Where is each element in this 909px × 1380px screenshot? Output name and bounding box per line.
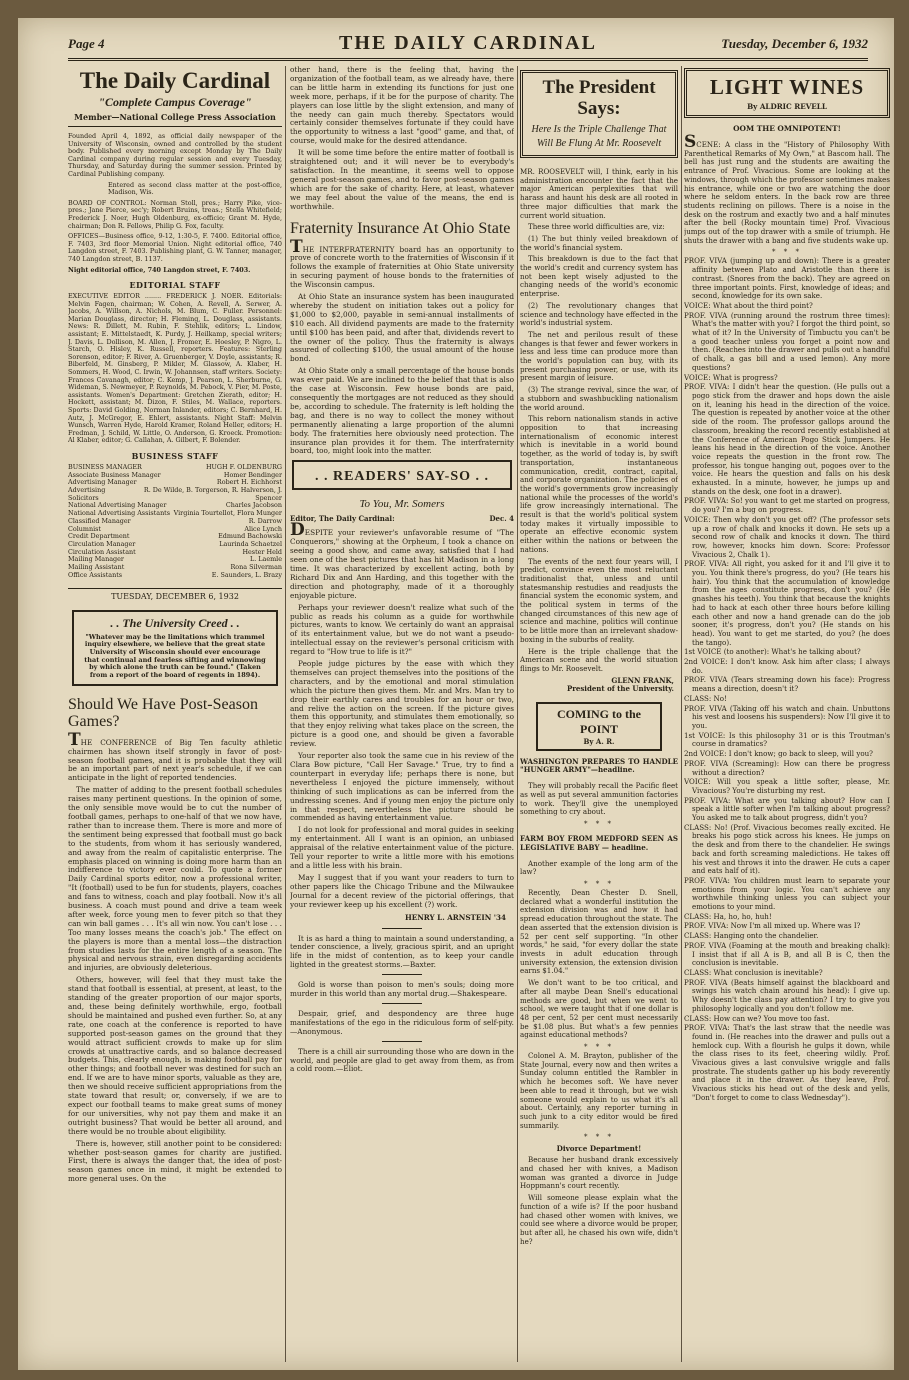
- divider: [382, 928, 422, 929]
- item-body: Recently, Dean Chester D. Snell, declared what a wonderful institution the extension division was and how it had spread education throughout the state. The dean asserted that the extension division is 52 per cent self supporting. "In other words," he said, "for every dollar the state invests in adult education through university extension, the extension division earns $1.04.": [520, 888, 678, 976]
- item-body: Will someone please explain what the function of a wife is? If the poor husband had chased other women with knives, we could see where a divorce would be proper, but after all, he chased his own wife, didn't he?: [520, 1193, 678, 1246]
- press-membership: Member—National College Press Association: [68, 112, 282, 127]
- staff-row: Circulation Assistant Hester Held: [68, 547, 282, 556]
- item-body: They will probably recall the Pacific fleet as well as put several ammunition factories to work. They'll give the unemployed something to cry about.: [520, 781, 678, 817]
- dialog-line: VOICE: What is progress?: [684, 372, 778, 382]
- dialog-line: PROF. VIVA: All right, you asked for it and I'll give it to you. You think there's progress, do you? (He tears his hair). You think that the accumulation of knowledge from the ages constitute progress, don't you? (He gnashes his teeth). You think that because the knights had to hack at each other three hours before killing each other and now a hand grenade can do the job sooner, it's progress, don't you? (He stands on his head). You want to get me started, do you? (he does the tango).: [684, 559, 890, 647]
- dialog-line: 2nd VOICE: I don't know. Ask him after class; I always do.: [684, 657, 890, 675]
- letter-meta: [290, 514, 514, 523]
- staff-row: Mailing Assistant Rona Silverman: [68, 563, 282, 572]
- dialog-line: CLASS: No! (Prof. Vivacious becomes really excited. He breaks his pogo stick across his knees. He jumps on the desk and from there to the chandelier. He swings back and forth screaming maledictions. He takes off his vest and throws it into the drawer. He cuts a caper and eats half of it).: [684, 822, 890, 876]
- president-says-box: [520, 70, 678, 158]
- item-body: Because her husband drank excessively and chased her with knives, a Madison woman was granted a divorce in Judge Hoppmann's court recently.: [520, 1155, 678, 1191]
- staff-row: Office Assistants E. Saunders, L. Brazy: [68, 570, 282, 579]
- column-4: [684, 66, 890, 1362]
- item-body: Another example of the long arm of the law?: [520, 858, 678, 877]
- president-paragraph: Here is the triple challenge that the American scene and the world situation flings to Mr. Roosevelt.: [520, 646, 678, 673]
- item-body: Colonel A. M. Brayton, publisher of the State Journal, every now and then writes a Sunday column entitled the Rambler in which he becomes soft. We have never been able to read it through, but we wish someone would explain to us what it's all about. Certainly, any reporter turning in such junk to a city editor would be fired summarily.: [520, 1051, 678, 1130]
- postal-notice: Entered as second class matter at the post-office, Madison, Wis.: [108, 180, 282, 197]
- fraternity-headline: Fraternity Insurance At Ohio State: [290, 219, 511, 237]
- staff-row: National Advertising Manager Charles Jacobson: [68, 501, 282, 510]
- editorial-paragraph: Others, however, will feel that they must take the stand that football is essential, at present, at least, to the standing of the greater proportion of our major sports, and, these being definitely worthwhile, ergo, football should be maintained and pushed even further. So, at any rate, one coach at the conference is reported to have supported post-season games on the ground that they would attract sufficient crowds to make up for slim crowds at unattractive cards, and so balance decreased budgets. This, clearly enough, is making football pay for other things; and football never was destined for such an end. If we are to have minor sports, valuable as they are, then we should receive sufficient appropriations from the state toward that result; or, conversely, if we are to expect our football teams to make great sums of money for our universities, why not pay them and make it an outright business? That would be better all around, and there would be no trouble about eligibility.: [68, 975, 282, 1136]
- fraternity-paragraph: At Ohio State an insurance system has been inaugurated whereby the student on initiation takes out a policy for $1,000 to $2,000, payable in semi-annual installments of $10 each. All dividend payments are made to the fraternity until $100 has been paid, and after that, dividends revert to the owner of the policy. Thus the fraternity is always assured of collecting $100, the usual amount of the house bond.: [290, 292, 514, 364]
- fraternity-paragraph: THE INTERFRATERNITY board has an opportunity to prove of concrete worth to the fraternities of Wisconsin if it follows the example of fraternities at Ohio State university in securing payment of house bonds to the fraternities of the Wisconsin campus.: [290, 236, 514, 290]
- divider: [382, 974, 422, 975]
- dialog-line: PROF. VIVA (Tears streaming down his face): Progress means a direction, doesn't it?: [684, 675, 890, 694]
- readers-say-so-box: [292, 460, 512, 490]
- president-paragraph: The net and perilous result of these changes is that fewer and fewer workers in less and less time can produce more than the world's population can buy, with its present purchasing power, or use, with its present margin of leisure.: [520, 329, 678, 383]
- coming-to-the-point-byline: By A. R.: [583, 736, 615, 746]
- creed-title: . . The University Creed . .: [110, 615, 240, 630]
- dialog-line: PROF. VIVA: Now I'm all mixed up. Where was I?: [684, 921, 861, 931]
- president-paragraph: (2) The revolutionary changes that science and technology have effected in the world's industrial system.: [520, 300, 678, 328]
- president-paragraph: This breakdown is due to the fact that the world's credit and currency system has not been kept wisely adjusted to the changing needs of the world's economic enterprise.: [520, 254, 678, 299]
- staff-row: Advertising Solicitors R. De Wilde, B. Torgerson, R. Halverson, J. Spencer: [68, 486, 282, 502]
- university-creed-box: [72, 610, 278, 686]
- dialog-line: CLASS: Hanging onto the chandelier.: [684, 931, 819, 941]
- column-3: [520, 66, 678, 1362]
- letter-signature: HENRY L. ARNSTEIN '34: [404, 912, 506, 922]
- dialog-line: VOICE: Will you speak a little softer, please, Mr. Vivacious? You're disturbing my rest.: [684, 777, 890, 795]
- editorial-staff-list: EXECUTIVE EDITOR ........ FREDERICK J. NOER. Editorials: Melvin Fagen, chairman; W. Cohen, A. Revell, A. Serwer, A. Jacobs, A. Willson, A. Nichols, M. Blum, C. Fuller. Personnel: Marian Douglass, director; H. Fleming, L. Douglass, assistants. News: R. Dillett, M. Rubin, F. Stehlik, editors; L. Lindow, assistant; E. Mittelstaedt, K. Purdy, J. Heilkamp, special writers; J. Davis, L. Dollison, M. Allen, J. Fromer, E. Hoesley, P. Nigro, L. Starch, O. Hisley, K. Russell, reporters. Features: Sterling Sorenson, editor; F. River, A. Gruenberger, V. Doyle, assistants; R. Biberfeld, M. Ginsberg, P. Mikler, M. Glassow, A. Klaber, H. Sommers, H. Wood, C. Irwin, W. Johannsen, staff writers. Society: Frances Cavanagh, editor; C. Kemp, J. Pearson, L. Sherburne, G. Wideman, S. Newmeyer, P. Reynolds, M. Pebock, V. Pier, M. Poste, assistants. Women's Department: Gretchen Zierath, editor; H. Hockett, assistant; M. Dizon, F. Stiles, M. Wallace, reporters. Sports: David Golding, Norman Inlander, editors; C. Bernhard, H. Autz, J. McGregor, E. Ehlert, assistants. Night Staff: Melvin Wunsch, Warren Hyde, Harold Kramer, Roland Heller, editors; H. Fredman, J. Schild, W. Little, O. Anderson, G. Kroeck. Promotion: Al Klaber, editor; G. Callahan, A. Gilbert, F. Bolender.: [68, 292, 282, 445]
- newspaper-name: THE DAILY CARDINAL: [339, 32, 597, 54]
- column-rule: [517, 66, 518, 1362]
- quotation: Despair, grief, and despondency are three huge manifestations of the ego in the ridiculous form of self-pity.—Anonymous.: [290, 1008, 514, 1036]
- section-stars: * * *: [584, 820, 614, 829]
- dialog-line: 1st VOICE: Is this philosophy 31 or is this Troutman's course in dramatics?: [684, 730, 890, 749]
- paper-slogan: "Complete Campus Coverage": [98, 95, 252, 109]
- dialog-line: CLASS: What conclusion is inevitable?: [684, 967, 823, 977]
- dialog-line: VOICE: What about the third point?: [684, 300, 813, 310]
- section-stars: * * *: [584, 1133, 614, 1142]
- president-signature: [520, 677, 674, 694]
- creed-text: "Whatever may be the limitations which trammel inquiry elsewhere, we believe that the great state University of Wisconsin should ever encourage that continual and fearless sifting and winnowing by which alone the truth can be found." (Taken from a report of the board of regents in 1894).: [84, 632, 266, 680]
- dialog-line: PROF. VIVA: You children must learn to separate your emotions from your logic. You can't achieve any worthwhile thinking unless you can subject your emotions to your mind.: [684, 875, 890, 912]
- editorial-paragraph: THE CONFERENCE of Big Ten faculty athletic chairmen has shown itself strongly in favor of post-season football games, and it is probable that they will be an important part of next year's schedule, if we can anticipate in the light of reported tendencies.: [68, 729, 282, 783]
- dialog-line: CLASS: How can we? You move too fast.: [684, 1013, 830, 1023]
- staff-row: Advertising Manager Robert H. Eichhorst: [68, 478, 282, 487]
- quotation: It is as hard a thing to maintain a sound understanding, a tender conscience, a lively, gracious spirit, and an upright life in the midst of contention, as to keep your candle lighted in the greatest storms.—Baxter.: [290, 933, 514, 970]
- board-of-control: BOARD OF CONTROL: Norman Stoll, pres.; Harry Pike, vice-pres.; Jane Pierce, sec'y; Robert Bruins, treas.; Stella Whitefield; Frederick J. Noer, Hugh Oldenburg, ex-officio; Grant M. Hyde, chairman; Don R. Fellows, Philip G. Fox, faculty.: [68, 198, 282, 230]
- newspaper-page: [18, 18, 894, 1370]
- editorial-headline: Should We Have Post-Season Games?: [68, 695, 258, 730]
- staff-row: BUSINESS MANAGER HUGH F. OLDENBURG: [68, 462, 282, 471]
- dialog-line: PROF. VIVA: What are you talking about? How can I speak a little softer when I'm talking about progress? You asked me to talk about progress, didn't you?: [684, 795, 890, 823]
- coming-to-the-point-title: COMING to the POINT: [557, 706, 641, 736]
- dialog-line: PROF. VIVA: So! you want to get me started on progress, do you? I'm a bug on progress.: [684, 496, 890, 515]
- dialog-line: PROF. VIVA (Beats himself against the blackboard and swings his watch chain around his head): I give up. Why doesn't the class pay attention? I try to give you philosophy logically and you don't follow me.: [684, 977, 890, 1013]
- dialog-line: PROF. VIVA (Taking off his watch and chain. Unbuttons his vest and loosens his suspenders): Now I'll give it to you.: [684, 703, 890, 730]
- founded-notice: Founded April 4, 1892, as official daily newspaper of the University of Wisconsin, owned and controlled by the student body. Published every morning except Monday by The Daily Cardinal company during regular session and every Tuesday, Thursday, and Saturday during the summer session. Printed by Cardinal Publishing company.: [68, 132, 282, 178]
- section-stars: * * *: [584, 880, 614, 889]
- divider: [382, 1003, 422, 1004]
- paper-title: The Daily Cardinal: [79, 68, 271, 93]
- section-stars: * * *: [772, 248, 802, 257]
- readers-say-so-title: . . READERS' SAY-SO . .: [314, 469, 490, 485]
- column-2: [290, 66, 514, 1362]
- president-paragraph: (3) The strange revival, since the war, of a stubborn and swashbuckling nationalism the world around.: [520, 385, 678, 412]
- coming-to-the-point-box: [536, 702, 662, 751]
- president-paragraph: MR. ROOSEVELT will, I think, early in his administration encounter the fact that the major American perplexities that will harass and haunt his desk are all rooted in three major difficulties that mark the current world situation.: [520, 167, 678, 220]
- business-staff-heading: BUSINESS STAFF: [131, 450, 219, 461]
- letter-salutation: Editor, The Daily Cardinal:: [290, 514, 395, 524]
- editorial-dateline: TUESDAY, DECEMBER 6, 1932: [68, 588, 282, 604]
- editorial-continued: other hand, there is the feeling that, having the organization of the football team, as we already have, there can be little harm in extending its functions for just one week more, perhaps, if it be for the purpose of charity. The players can lose little by the slight extension, and many of the needy can gain much thereby. Spectators would certainly consider themselves fortunate if they could have the opportunity to witness a last "good" game, and that, of course, would make for the desired attendance.: [290, 66, 514, 146]
- dialog-line: PROF. VIVA (Screaming): How can there be progress without a direction?: [684, 758, 890, 777]
- dialog-line: PROF. VIVA (Foaming at the mouth and breaking chalk): I insist that if all A is B, and all B is C, then the conclusion is inevitable.: [684, 940, 890, 968]
- staff-row: Circulation Manager Laurinda Schaetzel: [68, 540, 282, 548]
- letter-paragraph: People judge pictures by the ease with which they themselves can project themselves into the positions of the characters, and by the emotional and moral stimulation which the picture then gives them. Mr. and Mrs. Man try to drop their earthly cares and troubles for an hour or two, and relive the action on the screen. If the picture gives them this opportunity, and stimulates them emotionally, so that they enjoy reliving what takes place on the screen, the picture is a good one, and should be given a favorable review.: [290, 659, 514, 749]
- staff-row: Associate Business Manager Homer Bendinger: [68, 470, 282, 479]
- president-says-deck: Here Is the Triple Challenge That Will Be Flung At Mr. Roosevelt: [531, 124, 667, 149]
- dialog-line: PROF. VIVA (running around the rostrum three times): What's the matter with you? I forgot the third point, so what of it? In the University of Timbuctu you can't be a good teacher unless you forget a point now and then. (Reaches into the drawer and pulls out a handful of chalk, a gas bill and a used lemon). Any more questions?: [684, 310, 890, 372]
- fraternity-paragraph: At Ohio State only a small percentage of the house bonds was ever paid. We are inclined to the belief that that is also the case at Wisconsin. Few house bonds are paid, consequently the mortgages are not reduced as they should be, according to schedule. The fraternity is left holding the bag, and there is no way to collect the money without permanently alienating a large proportion of the alumni body. The fraternities here obviously need protection. The insurance plan provides it for them. The interfraternity board, too, might look into the matter.: [290, 366, 514, 456]
- divorce-headline: Divorce Department!: [556, 1144, 642, 1154]
- staff-row: Credit Department Edmund Bachowski: [68, 532, 282, 541]
- dialog-line: VOICE: Then why don't you get off? (The professor sets up a row of chalk and knocks it down. He sets up a second row of chalk and knocks it down. The third row, however, knocks him down. Score: Professor Vivacious 2, Chalk 1).: [684, 514, 890, 559]
- offices-notice: OFFICES—Business office, 9-12, 1:30-5, F. 7400. Editorial office, F. 7403, 3rd floor Memorial Union. Night editorial office, 740 Langdon street, F. 7403. Publishing plant, G. W. Tanner, manager, 740 Langdon street, B. 1137.: [68, 232, 282, 263]
- editorial-paragraph: There is, however, still another point to be considered: whether post-season games for charity are justified. First, there is always the danger that, the idea of post-season games once in mind, it might be extended to more general uses. On the: [68, 1138, 282, 1184]
- president-paragraph: These three world difficulties are, viz:: [528, 222, 665, 232]
- dialog-line: CLASS: No!: [684, 693, 727, 703]
- issue-date: Tuesday, December 6, 1932: [721, 36, 868, 51]
- president-paragraph: (1) The but thinly veiled breakdown of the world's financial system.: [520, 233, 678, 252]
- letter-paragraph: DESPITE your reviewer's unfavorable resume of "The Conquerors," showing at the Orpheum, I took a chance on seeing a good show, and came away, satisfied that I had seen one of the best pictures that has hit Madison in a long time. It was characterized by excellent acting, both by Richard Dix and Ann Harding, and this together with the direction and photography, made of it a thoroughly enjoyable picture.: [290, 520, 514, 600]
- president-paragraph: This reborn nationalism stands in active opposition to that increasing internationalism of economic interest which is inevitable in a world bound together, as the world of today is, by swift transportation, instantaneous communication, credit, contract, capital, and corporate organization. The policies of the world's governments grow increasingly national while the processes of the world's life grow increasingly international. The result is that the world's political system today makes it virtually impossible to operate an effective economic system either within the nations or between the nations.: [520, 414, 678, 554]
- dialog-line: 2nd VOICE: I don't know; go back to sleep, will you?: [684, 749, 873, 759]
- section-stars: * * *: [584, 1043, 614, 1052]
- item-body: We don't want to be too critical, and after all maybe Dean Snell's educational methods are good, but when we went to school, we were taught that if one dollar is 48 per cent, 52 per cent must necessarily be $1.08 plus. But what's a few pennies against educational methods?: [520, 978, 678, 1040]
- light-wines-subtitle: OOM THE OMNIPOTENT!: [733, 124, 841, 133]
- quotation: There is a chill air surrounding those who are down in the world, and people are glad to get away from them, as from a cold room.—Eliot.: [290, 1046, 514, 1074]
- business-staff-list: [68, 464, 282, 580]
- dialog-line: PROF. VIVA: That's the last straw that the needle was found in. (He reaches into the drawer and pulls out a hemlock cup. With a flourish he gulps it down, while the class rises to its feet, cheering wildly. Prof. Vivacious gives a last convulsive wriggle and falls prostrate. The students gather up his body reverently and place it in the drawer. As they leave, Prof. Vivacious sticks his head out of the desk and yells, "Don't forget to come to class Wednesday").: [684, 1023, 890, 1102]
- letter-paragraph: May I suggest that if you want your readers to turn to other papers like the Chicago Tribune and the Milwaukee Journal for a decent review of the pictorial offerings, that your reviewer keep up his excellent (?) work.: [290, 872, 514, 909]
- president-says-title: The President Says:: [542, 77, 656, 119]
- divider: [382, 1041, 422, 1042]
- night-office: Night editorial office, 740 Langdon street, F. 7403.: [68, 265, 251, 274]
- column-rule: [681, 66, 682, 1362]
- staff-row: Mailing Manager L. Laemle: [68, 555, 282, 564]
- light-wines-box: [684, 68, 890, 118]
- dialog-line: PROF. VIVA: I didn't hear the question. (He pulls out a pogo stick from the drawer and hops down the aisle on it, leaning his head in the direction of the voice. The question is repeated by another voice at the other side of the room. The professor gallops around the classroom, breaking the record recently established at the Conference of American Pogo Stick Jumpers. He leans his head in the direction of the voice. Another voice repeats the question in the front row. The professor, his tongue hanging out, pogoes over to the voice. He hears the question and falls on his desk exhausted. In a minute, however, he jumps up and stands on the desk, one foot in a drawer).: [684, 382, 890, 496]
- president-paragraph: The events of the next four years will, I predict, convince even the most reluctant traditionalist that, unless and until statesmanship restudies and readjusts the financial system the economic system, and the political system in terms of the changed circumstances of this new age of science and machine, politics will continue to be little more than an irrelevant shadow-boxing in the suburbs of reality.: [520, 556, 678, 644]
- editorial-staff-heading: EDITORIAL STAFF: [129, 280, 221, 291]
- staff-row: National Advertising Assistants Virginia Tourtellot, Flora Munger: [68, 509, 282, 518]
- page-number: Page 4: [68, 36, 105, 51]
- staff-row: Classified Manager R. Darrow: [68, 516, 282, 525]
- page-masthead: [68, 32, 868, 61]
- quotation: Gold is worse than poison to men's souls; doing more murder in this world than any mortal drug.—Shakespeare.: [290, 980, 514, 999]
- letter-paragraph: Perhaps your reviewer doesn't realize what such of the public as reads his column as a guide for worthwhile pictures, wants to know. We certainly do want an appraisal of its entertainment value, but we do not want a pseudo-intellectual essay on the reviewer's personal criticism with regard to "How true to life is it?": [290, 602, 514, 657]
- staff-row: Columnist Alice Lynch: [68, 524, 282, 533]
- dialog-line: PROF. VIVA (jumping up and down): There is a greater affinity between Plato and Aristotle than there is contrast. (Snores from the back). They are agreed on three important points. First, knowledge of ideas; and second, knowledge for its own sake.: [684, 256, 890, 301]
- item-headline: WASHINGTON PREPARES TO HANDLE "HUNGER ARMY"—headline.: [520, 756, 678, 775]
- dialog-line: 1st VOICE (to another): What's he talking about?: [684, 647, 861, 657]
- dialog-line: CLASS: Ha, ho, ho, huh!: [684, 911, 772, 921]
- item-headline: FARM BOY FROM MEDFORD SEEN AS LEGISLATIVE BABY — headline.: [520, 834, 678, 852]
- letter-date: Dec. 4: [489, 514, 514, 524]
- president-title: President of the University.: [566, 684, 674, 694]
- president-name: GLENN FRANK,: [611, 675, 674, 685]
- light-wines-byline: By ALDRIC REVELL: [747, 102, 827, 111]
- editorial-paragraph: The matter of adding to the present football schedules raises many pertinent questions. In the opinion of some, the only sensible move would be to cut the number of football games, perhaps to one-half of that we now have, rather than to increase them. There is more and more of the sentiment being expressed that football must go back to the students, from whom it has seriously wandered, and away from the realm of capitalistic enterprise. The emphasis placed on winning is doing more harm than an indifference to victory ever could. To quote a former Daily Cardinal sports editor, now a professional writer, "It (football) used to be fun for students, players, coaches and fans to witness, coach and play football. Now it's all business. A coach must pound and drive a team week after week, force young men to fever pitch so that they can win ball games . . . It's all win now. You can't lose . . . Too many losses means the coach's job." The effect on the players is more than a mental loss—the distraction from studies lasts for the entire length of a season. The physical and nervous strain, even disregarding accidents and injuries, are obviously deleterious.: [68, 785, 282, 973]
- letter-paragraph: Your reporter also took the same cue in his review of the Clara Bow picture, "Call Her Savage." True, try to find a counterpart in everyday life; perhaps there is none, but nevertheless I enjoyed the picture immensely, without thinking of such implications as can be inferred from the undressing scenes. And if young men enjoy the picture only in that respect, nevertheless the picture should be commended as having entertainment value.: [290, 751, 514, 823]
- editorial-continued: It will be some time before the entire matter of football is straightened out; and it will never be to everybody's satisfaction. In the meantime, it seems well to oppose general post-season games, and to favor post-season games which are for the sake of charity. Here, at least, whatever we may feel about the value of the means, the end is worthwhile.: [290, 148, 514, 211]
- column-1: [68, 66, 282, 1362]
- scene-description: SCENE: A class in the "History of Philosophy With Parenthetical Remarks of My Own," at Bascom hall. The bell has just rung and the students are awaiting the entrance of Prof. Vivacious. Some are looking at the windows, through which the professor sometimes makes his entrance, while one or two are watching the door where he seldom enters. In the back row are three students reclining on pillows. There is a noise in the desk on the rostrum and exactly two and a half minutes after the bell (Rocky mountain time) Prof. Vivacious jumps out of the top drawer with a smile of triumph. He shuts the drawer with a bang and five students wake up.: [684, 132, 890, 245]
- column-rule: [285, 66, 286, 1362]
- letter-title: To You, Mr. Somers: [359, 498, 445, 511]
- light-wines-title: LIGHT WINES: [709, 75, 865, 99]
- letter-paragraph: I do not look for professional and moral guides in seeking my entertainment. All I want is an opinion, an unbiased appraisal of the relative entertainment value of the picture. Tell your reporter to write a little more with his emotions and a little less with his brain.: [290, 825, 514, 870]
